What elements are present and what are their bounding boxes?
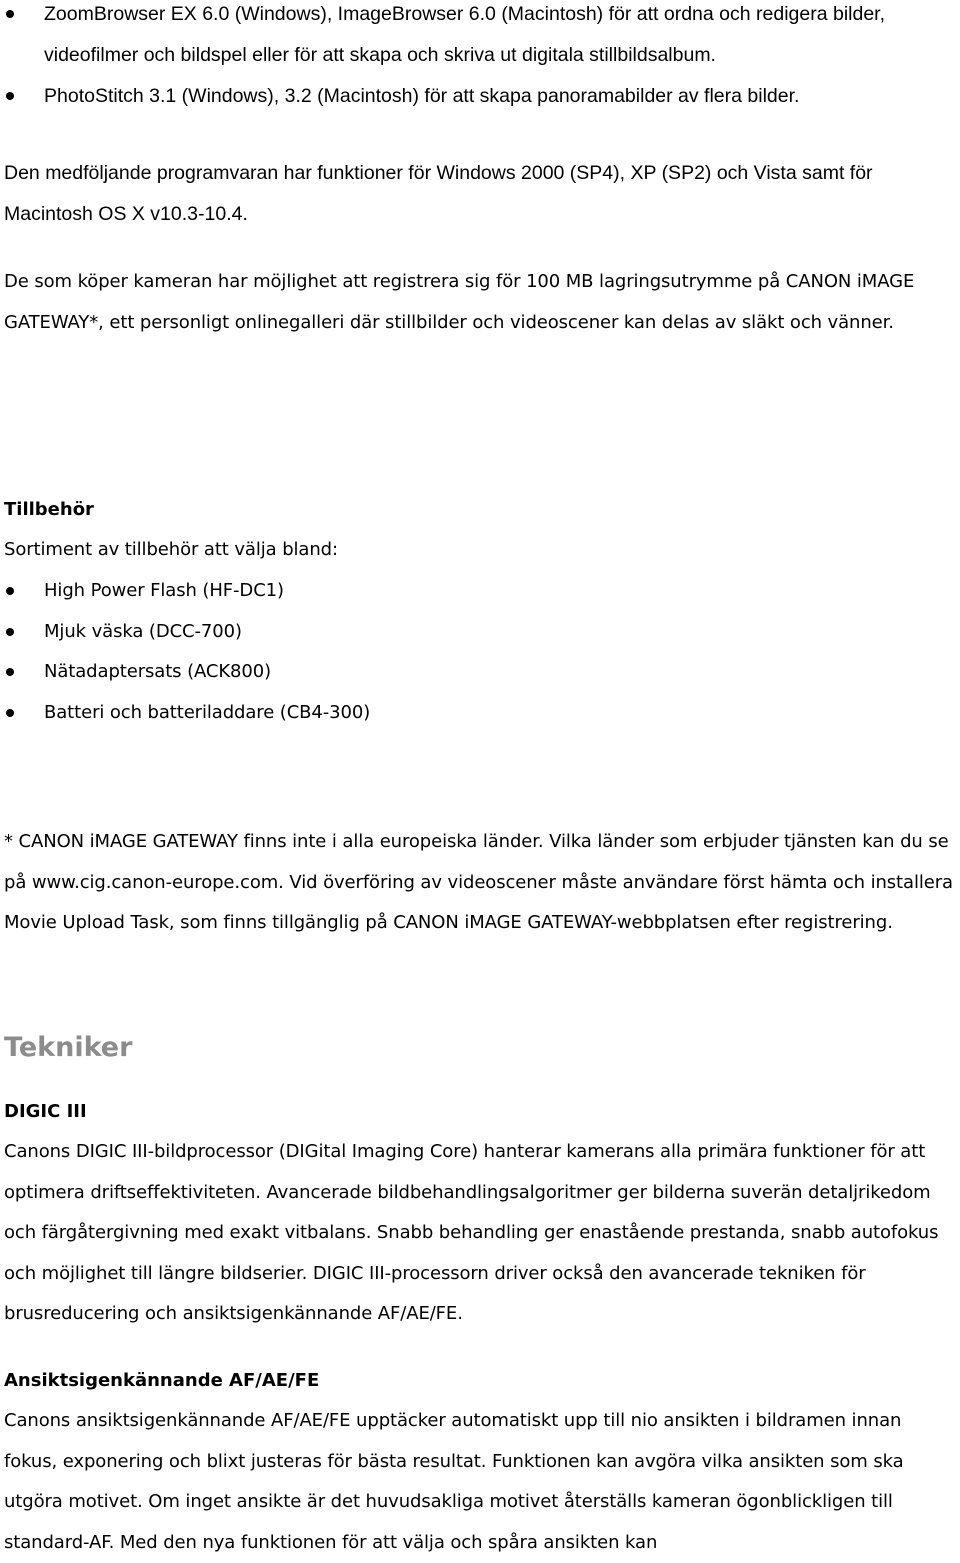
section-text-face-detection: Canons ansiktsigenkännande AF/AE/FE upptäcker automatiskt upp till nio ansikten i bildramen innan fokus, exponering och blixt justeras för bästa resultat. Funktionen kan avgöra vilka ansikten som ska utgöra motivet. Om inget ansikte är det huvudsakliga motivet återställs kameran ögonblickligen till standard-AF. Med den nya funktionen för att välja och spåra ansikten kan — [4, 1410, 904, 1553]
bullet-icon — [6, 628, 14, 636]
accessory-item: Mjuk väska (DCC-700) — [44, 620, 242, 642]
software-bullet-list — [4, 0, 956, 117]
bullet-icon — [6, 668, 14, 676]
list-item — [4, 693, 956, 734]
section-text-digic: Canons DIGIC III-bildprocessor (DIGital Imaging Core) hanterar kamerans alla primära funktioner för att optimera driftseffektiviteten. Avancerade bildbehandlingsalgoritmer ger bilderna suverän detaljrikedom och färgåtergivning med exakt vitbalans. Snabb behandling ger enastående prestanda, snabb autofokus och möjlighet till längre bildserier. DIGIC III-processorn driver också den avancerade tekniken för brusreducering och ansiktsigenkännande AF/AE/FE. — [4, 1141, 939, 1324]
section-title-face-detection: Ansiktsigenkännande AF/AE/FE — [4, 1370, 320, 1391]
gateway-footnote: * CANON iMAGE GATEWAY finns inte i alla europeiska länder. Vilka länder som erbjuder tjänsten kan du se på www.cig.canon-europe.com. Vid överföring av videoscener måste användare först hämta och installera Movie Upload Task, som finns tillgänglig på CANON iMAGE GATEWAY-webbplatsen efter registrering. — [4, 831, 953, 933]
software-compatibility-note: Den medföljande programvaran har funktioner för Windows 2000 (SP4), XP (SP2) och Vista samt för Macintosh OS X v10.3-10.4. — [4, 162, 873, 225]
bullet-icon — [6, 709, 14, 717]
bullet-text: ZoomBrowser EX 6.0 (Windows), ImageBrowser 6.0 (Macintosh) för att ordna och redigera bilder, videofilmer och bildspel eller för att skapa och skriva ut digitala stillbildsalbum. — [44, 3, 886, 66]
list-item — [4, 76, 956, 117]
accessory-item: Nätadaptersats (ACK800) — [44, 661, 272, 682]
accessories-heading: Tillbehör — [4, 499, 94, 520]
list-item — [4, 652, 956, 693]
accessory-item: Batteri och batteriladdare (CB4-300) — [44, 701, 371, 723]
bullet-icon — [6, 10, 14, 18]
bullet-icon — [6, 587, 14, 595]
accessory-item: High Power Flash (HF-DC1) — [44, 580, 284, 601]
list-item — [4, 612, 956, 653]
gateway-intro-paragraph: De som köper kameran har möjlighet att registrera sig för 100 MB lagringsutrymme på CANON iMAGE GATEWAY*, ett personligt onlinegalleri där stillbilder och videoscener kan delas av släkt och vänner. — [4, 271, 915, 333]
bullet-icon — [6, 92, 14, 100]
accessories-intro: Sortiment av tillbehör att välja bland: — [4, 539, 338, 560]
list-item — [4, 571, 956, 612]
list-item — [4, 0, 956, 76]
accessories-list — [4, 571, 956, 733]
section-title-digic: DIGIC III — [4, 1101, 87, 1122]
bullet-text: PhotoStitch 3.1 (Windows), 3.2 (Macintosh) för att skapa panoramabilder av flera bilder. — [44, 85, 800, 107]
tekniker-heading: Tekniker — [4, 1032, 133, 1063]
